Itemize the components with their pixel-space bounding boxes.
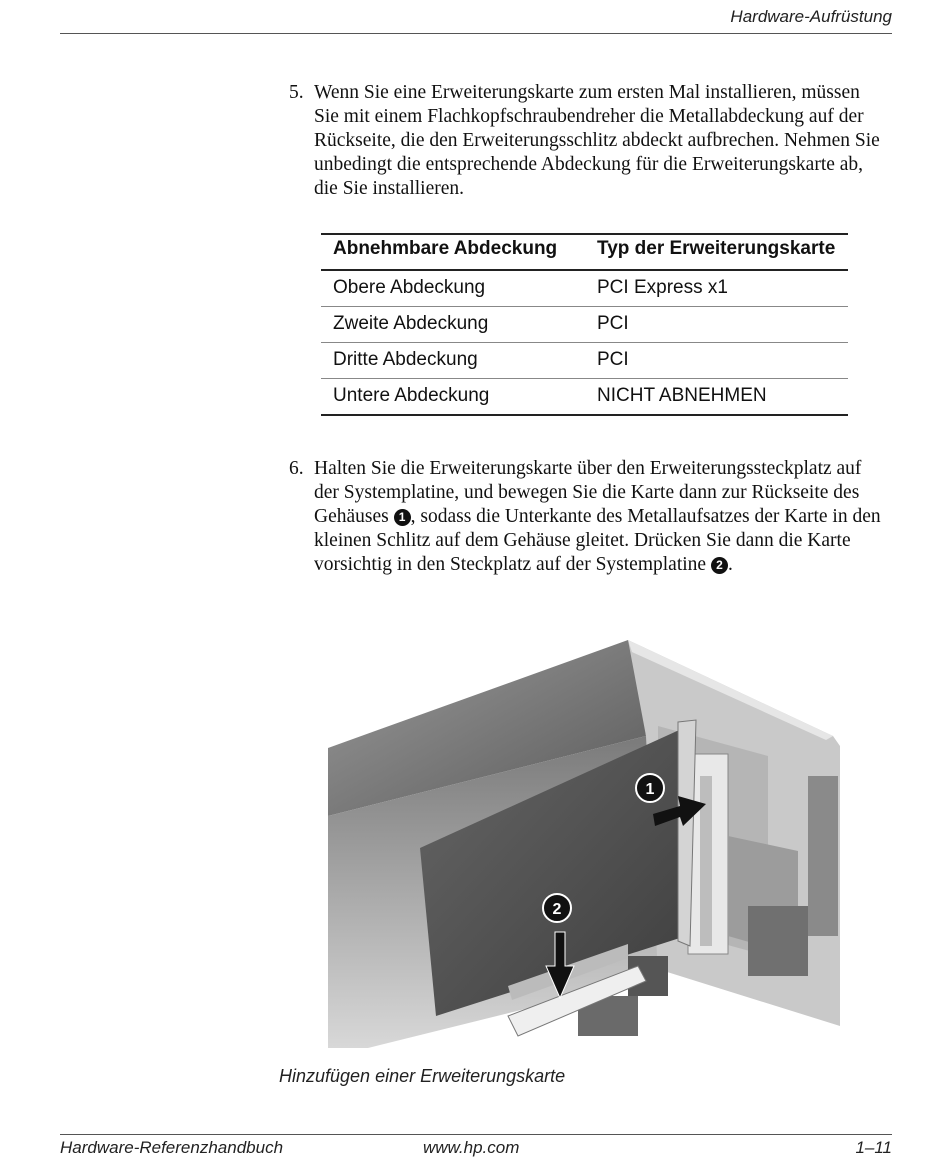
footer-url: www.hp.com [423,1138,520,1157]
step-6-text-part: . [727,554,733,575]
header-rule [60,33,892,34]
step-6 [289,457,889,577]
table-row [321,343,848,379]
step-6-number: 6. [289,458,304,479]
table-row [321,270,848,307]
column-header: Typ der Erweiterungskarte [585,234,848,270]
figure-callout-2-label: 2 [552,901,562,918]
step-5-text: Wenn Sie eine Erweiterungskarte zum ersten Mal installieren, müssen Sie mit einem Flachkopfschraubendreher die Metallabdeckung auf der Rückseite, die den Erweiterungsschlitz abdeckt aufbrechen. Nehmen Sie unbedingt die entsprechende Abdeckung für die Erweiterungskarte ab, die Sie installieren. [314,82,880,199]
table-header-row [321,234,848,270]
step-6-text-part: Halten Sie die Erweiterungskarte über den Erweiterungssteckplatz auf der Systemplatine, und bewegen Sie die Karte dann zur Rückseite des Gehäuses [314,458,862,527]
callout-2-icon: 2 [711,557,728,574]
table-row [321,307,848,343]
figure-callout-1-label: 1 [645,781,655,798]
footer-page-number: 1–11 [855,1138,892,1157]
expansion-card-illustration [328,636,840,1048]
column-header: Abnehmbare Abdeckung [321,234,585,270]
table-cell: PCI [585,343,848,379]
table-row [321,379,848,416]
table-cell: Obere Abdeckung [321,270,585,307]
footer-rule [60,1134,892,1135]
callout-1-icon: 1 [394,509,411,526]
table-cell: Untere Abdeckung [321,379,585,416]
step-5-number: 5. [289,82,304,103]
running-header: Hardware-Aufrüstung [730,7,892,26]
step-6-text-part: , sodass die Unterkante des Metallaufsatzes der Karte in den kleinen Schlitz auf dem Gehäuse gleitet. Drücken Sie dann die Karte vorsichtig in den Steckplatz auf der Systemplatine [314,506,881,575]
step-5 [289,81,889,201]
cover-table [321,233,848,416]
table-cell: PCI Express x1 [585,270,848,307]
table-cell: PCI [585,307,848,343]
table-cell: NICHT ABNEHMEN [585,379,848,416]
figure-caption: Hinzufügen einer Erweiterungskarte [279,1066,566,1086]
footer-manual-title: Hardware-Referenzhandbuch [60,1138,284,1157]
table-cell: Dritte Abdeckung [321,343,585,379]
step-6-text [314,457,889,577]
table-cell: Zweite Abdeckung [321,307,585,343]
